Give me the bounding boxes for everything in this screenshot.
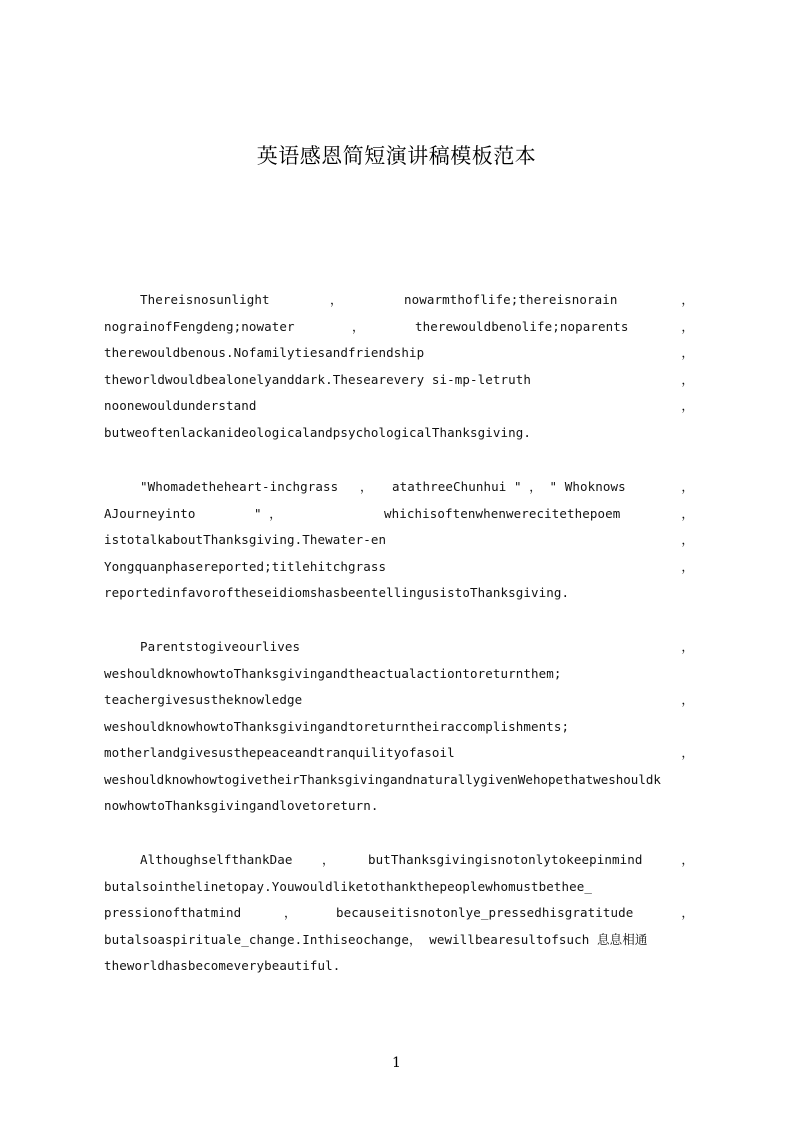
line-text-2: butThanksgivingisnotonlytokeepinmind bbox=[368, 852, 643, 867]
paragraph-line bbox=[104, 474, 700, 501]
line-end-punct: ， bbox=[681, 318, 694, 334]
line-text: "Whomadetheheart-inchgrass bbox=[140, 479, 339, 494]
line-end-punct: ， bbox=[681, 639, 694, 654]
line-punct: ， bbox=[330, 292, 343, 307]
line-end-punct: ， bbox=[681, 479, 694, 494]
line-text: reportedinfavoroftheseidiomshasbeentellingusistoThanksgiving. bbox=[104, 585, 570, 600]
paragraph-line bbox=[104, 740, 700, 767]
paragraph-line bbox=[104, 927, 700, 954]
paragraph-3 bbox=[104, 634, 700, 820]
line-text: nograinofFengdeng;nowater bbox=[104, 318, 295, 334]
paragraph-line bbox=[104, 554, 700, 581]
line-text: istotalkaboutThanksgiving.Thewater-en bbox=[104, 532, 387, 547]
line-text: butalsoaspirituale_change.Inthiseochange， wewillbearesultofsuch 息息相通 bbox=[104, 931, 648, 947]
paragraph-2 bbox=[104, 474, 700, 607]
line-punct: ， bbox=[352, 318, 365, 334]
line-text: butweoftenlackanideologicalandpsychologicalThanksgiving. bbox=[104, 424, 532, 440]
line-text: weshouldknowhowtoThanksgivingandtoreturntheiraccomplishments; bbox=[104, 718, 570, 734]
line-text: weshouldknowhowtogivetheirThanksgivingandnaturallygivenWehopethatweshouldk bbox=[104, 771, 661, 787]
paragraph-line bbox=[104, 393, 700, 420]
line-end-punct: ， bbox=[681, 345, 694, 360]
line-text: weshouldknowhowtoThanksgivingandtheactualactiontoreturnthem; bbox=[104, 665, 562, 681]
line-text: teachergivesustheknowledge bbox=[104, 692, 303, 707]
line-text: noonewouldunderstand bbox=[104, 398, 257, 413]
paragraph-line bbox=[104, 501, 700, 528]
paragraph-line bbox=[104, 287, 700, 314]
line-punct: ， bbox=[360, 479, 373, 494]
line-text-2: therewouldbenolife;noparents bbox=[415, 318, 629, 334]
paragraph-line bbox=[104, 767, 700, 794]
paragraph-line bbox=[104, 420, 700, 447]
paragraph-line bbox=[104, 527, 700, 554]
line-end-punct: ， bbox=[681, 692, 694, 707]
line-text-2: nowarmthoflife;thereisnorain bbox=[404, 292, 618, 307]
line-text: Thereisnosunlight bbox=[140, 292, 270, 307]
document-title: 英语感恩简短演讲稿模板范本 bbox=[256, 144, 537, 168]
line-text: AlthoughselfthankDae bbox=[140, 852, 293, 867]
line-text: AJourneyinto bbox=[104, 505, 196, 521]
line-end-punct: ， bbox=[681, 292, 694, 307]
line-end-punct: ， bbox=[681, 852, 694, 867]
line-text-2: atathreeChunhui " ， " Whoknows bbox=[392, 479, 626, 494]
page-number: 1 bbox=[392, 1055, 401, 1071]
paragraph-line bbox=[104, 367, 700, 394]
paragraph-line bbox=[104, 900, 700, 927]
paragraph-line bbox=[104, 714, 700, 741]
paragraph-line bbox=[104, 580, 700, 607]
paragraph-line bbox=[104, 661, 700, 688]
line-end-punct: ， bbox=[681, 371, 694, 387]
paragraph-line bbox=[104, 874, 700, 901]
line-punct: ， bbox=[284, 905, 297, 920]
line-end-punct: ， bbox=[681, 745, 694, 760]
line-text: nowhowtoThanksgivingandlovetoreturn. bbox=[104, 798, 379, 813]
line-text: motherlandgivesusthepeaceandtranquilityofasoil bbox=[104, 745, 455, 760]
line-end-punct: ， bbox=[681, 558, 694, 574]
paragraph-line bbox=[104, 634, 700, 661]
paragraph-line bbox=[104, 340, 700, 367]
line-text: theworldwouldbealonelyanddark.Thesearevery si-mp-letruth bbox=[104, 371, 532, 387]
paragraph-line bbox=[104, 314, 700, 341]
line-text: theworldhasbecomeverybeautiful. bbox=[104, 958, 341, 973]
line-text: butalsointhelinetopay.Youwouldliketothankthepeoplewhomustbethee_ bbox=[104, 878, 593, 894]
line-end-punct: ， bbox=[681, 532, 694, 547]
paragraph-line bbox=[104, 953, 700, 980]
line-text: pressionofthatmind bbox=[104, 905, 242, 920]
line-text: Yongquanphasereported;titlehitchgrass bbox=[104, 558, 387, 574]
line-punct: " ， bbox=[254, 505, 282, 521]
paragraph-line bbox=[104, 847, 700, 874]
line-punct: ， bbox=[322, 852, 335, 867]
paragraph-1 bbox=[104, 287, 700, 446]
paragraph-4 bbox=[104, 847, 700, 980]
line-text-2: whichisoftenwhenwerecitethepoem bbox=[384, 505, 621, 521]
paragraph-line bbox=[104, 793, 700, 820]
line-end-punct: ， bbox=[681, 398, 694, 413]
line-text-2: becauseitisnotonlye_pressedhisgratitude bbox=[336, 905, 634, 920]
line-end-punct: ， bbox=[681, 505, 694, 521]
line-text: therewouldbenous.Nofamilytiesandfriendship bbox=[104, 345, 425, 360]
line-end-punct: ， bbox=[681, 905, 694, 920]
line-text: Parentstogiveourlives bbox=[140, 639, 301, 654]
paragraph-line bbox=[104, 687, 700, 714]
